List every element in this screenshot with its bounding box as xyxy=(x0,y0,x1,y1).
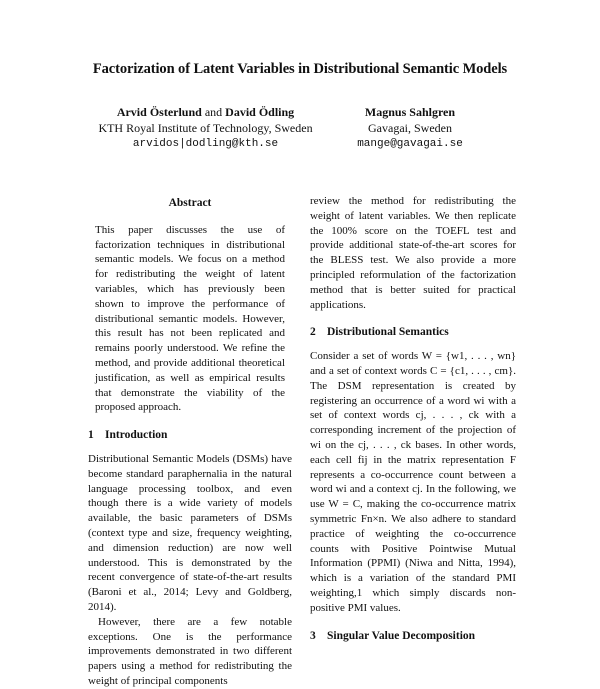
paragraph: Distributional Semantic Models (DSMs) have become standard paraphernalia in the natural language processing toolbox, and even though there is a wide variety of models available, the basic parameters of DSMs (context type and size, frequency weighting, and dimension reduction) are now well understood. This is demonstrated by the recent convergence of state-of-the-art results (Baroni et al., 2014; Levy and Goldberg, 2014). xyxy=(88,452,292,613)
author-name: Magnus Sahlgren xyxy=(364,105,456,119)
author-email: arvidos|dodling@kth.se xyxy=(132,138,279,150)
right-column xyxy=(310,194,516,652)
abstract-heading: Abstract xyxy=(168,197,212,209)
author-name: David Ödling xyxy=(225,105,295,119)
section-number: 3 xyxy=(310,629,316,642)
author-email: mange@gavagai.se xyxy=(357,138,463,150)
left-column xyxy=(88,196,292,689)
section-heading xyxy=(310,325,516,340)
author-affiliation: KTH Royal Institute of Technology, Sweden xyxy=(98,121,313,135)
author-block-right xyxy=(335,104,485,152)
section-heading xyxy=(88,428,292,443)
section-number: 1 xyxy=(88,429,94,442)
author-conjunction: and xyxy=(204,105,223,119)
section-title: Distributional Semantics xyxy=(327,326,449,339)
author-affiliation: Gavagai, Sweden xyxy=(368,121,452,135)
paragraph: Consider a set of words W = {w1, . . . , wn} and a set of context words C = {c1, . . . , cm}. The DSM representation is created by registering an occurrence of a word wi with a set of context words cj, . . . , ck with a corresponding increment of the projection of wi on the cj, . . . , ck bases. In other words, each cell fij in the matrix representation F represents a co-occurrence count between a word wi and a context cj. In the following, we use W = C, making the co-occurrence matrix symmetric Fn×n. We also adhere to standard practice of weighting the co-occurrence counts with Positive Pointwise Mutual Information (PPMI) (Niwa and Nitta, 1994), which is a variation of the standard PMI weighting,1 which simply discards non-positive PMI values. xyxy=(310,350,516,614)
section-title: Singular Value Decomposition xyxy=(327,629,476,642)
author-names-left xyxy=(98,104,313,120)
paragraph: However, there are a few notable exceptions. One is the performance improvements demonstrated in two different papers using a method for redistributing the weight of principal components xyxy=(88,615,292,687)
abstract-text: This paper discusses the use of factorization techniques in distributional semantic models. We focus on a method for redistributing the weight of latent variables, which has previously been shown to improve the performance of distributional semantic models. However, this result has not been replicated and remains poorly understood. We refine the method, and provide additional theoretical justification, as well as empirical results that demonstrate the viability of the proposed approach. xyxy=(95,223,285,414)
paper-title: Factorization of Latent Variables in Distributional Semantic Models xyxy=(92,61,508,77)
section-title: Introduction xyxy=(105,429,168,442)
author-block-left xyxy=(98,104,313,152)
section-number: 2 xyxy=(310,326,316,339)
author-name: Arvid Österlund xyxy=(116,105,202,119)
section-heading xyxy=(310,629,516,644)
paragraph: review the method for redistributing the weight of latent variables. We then replicate the 100% score on the TOEFL test and provide additional state-of-the-art scores for the BLESS test. We also provide a more principled reformulation of the factorization method that is better suited for practical applications. xyxy=(310,195,516,311)
